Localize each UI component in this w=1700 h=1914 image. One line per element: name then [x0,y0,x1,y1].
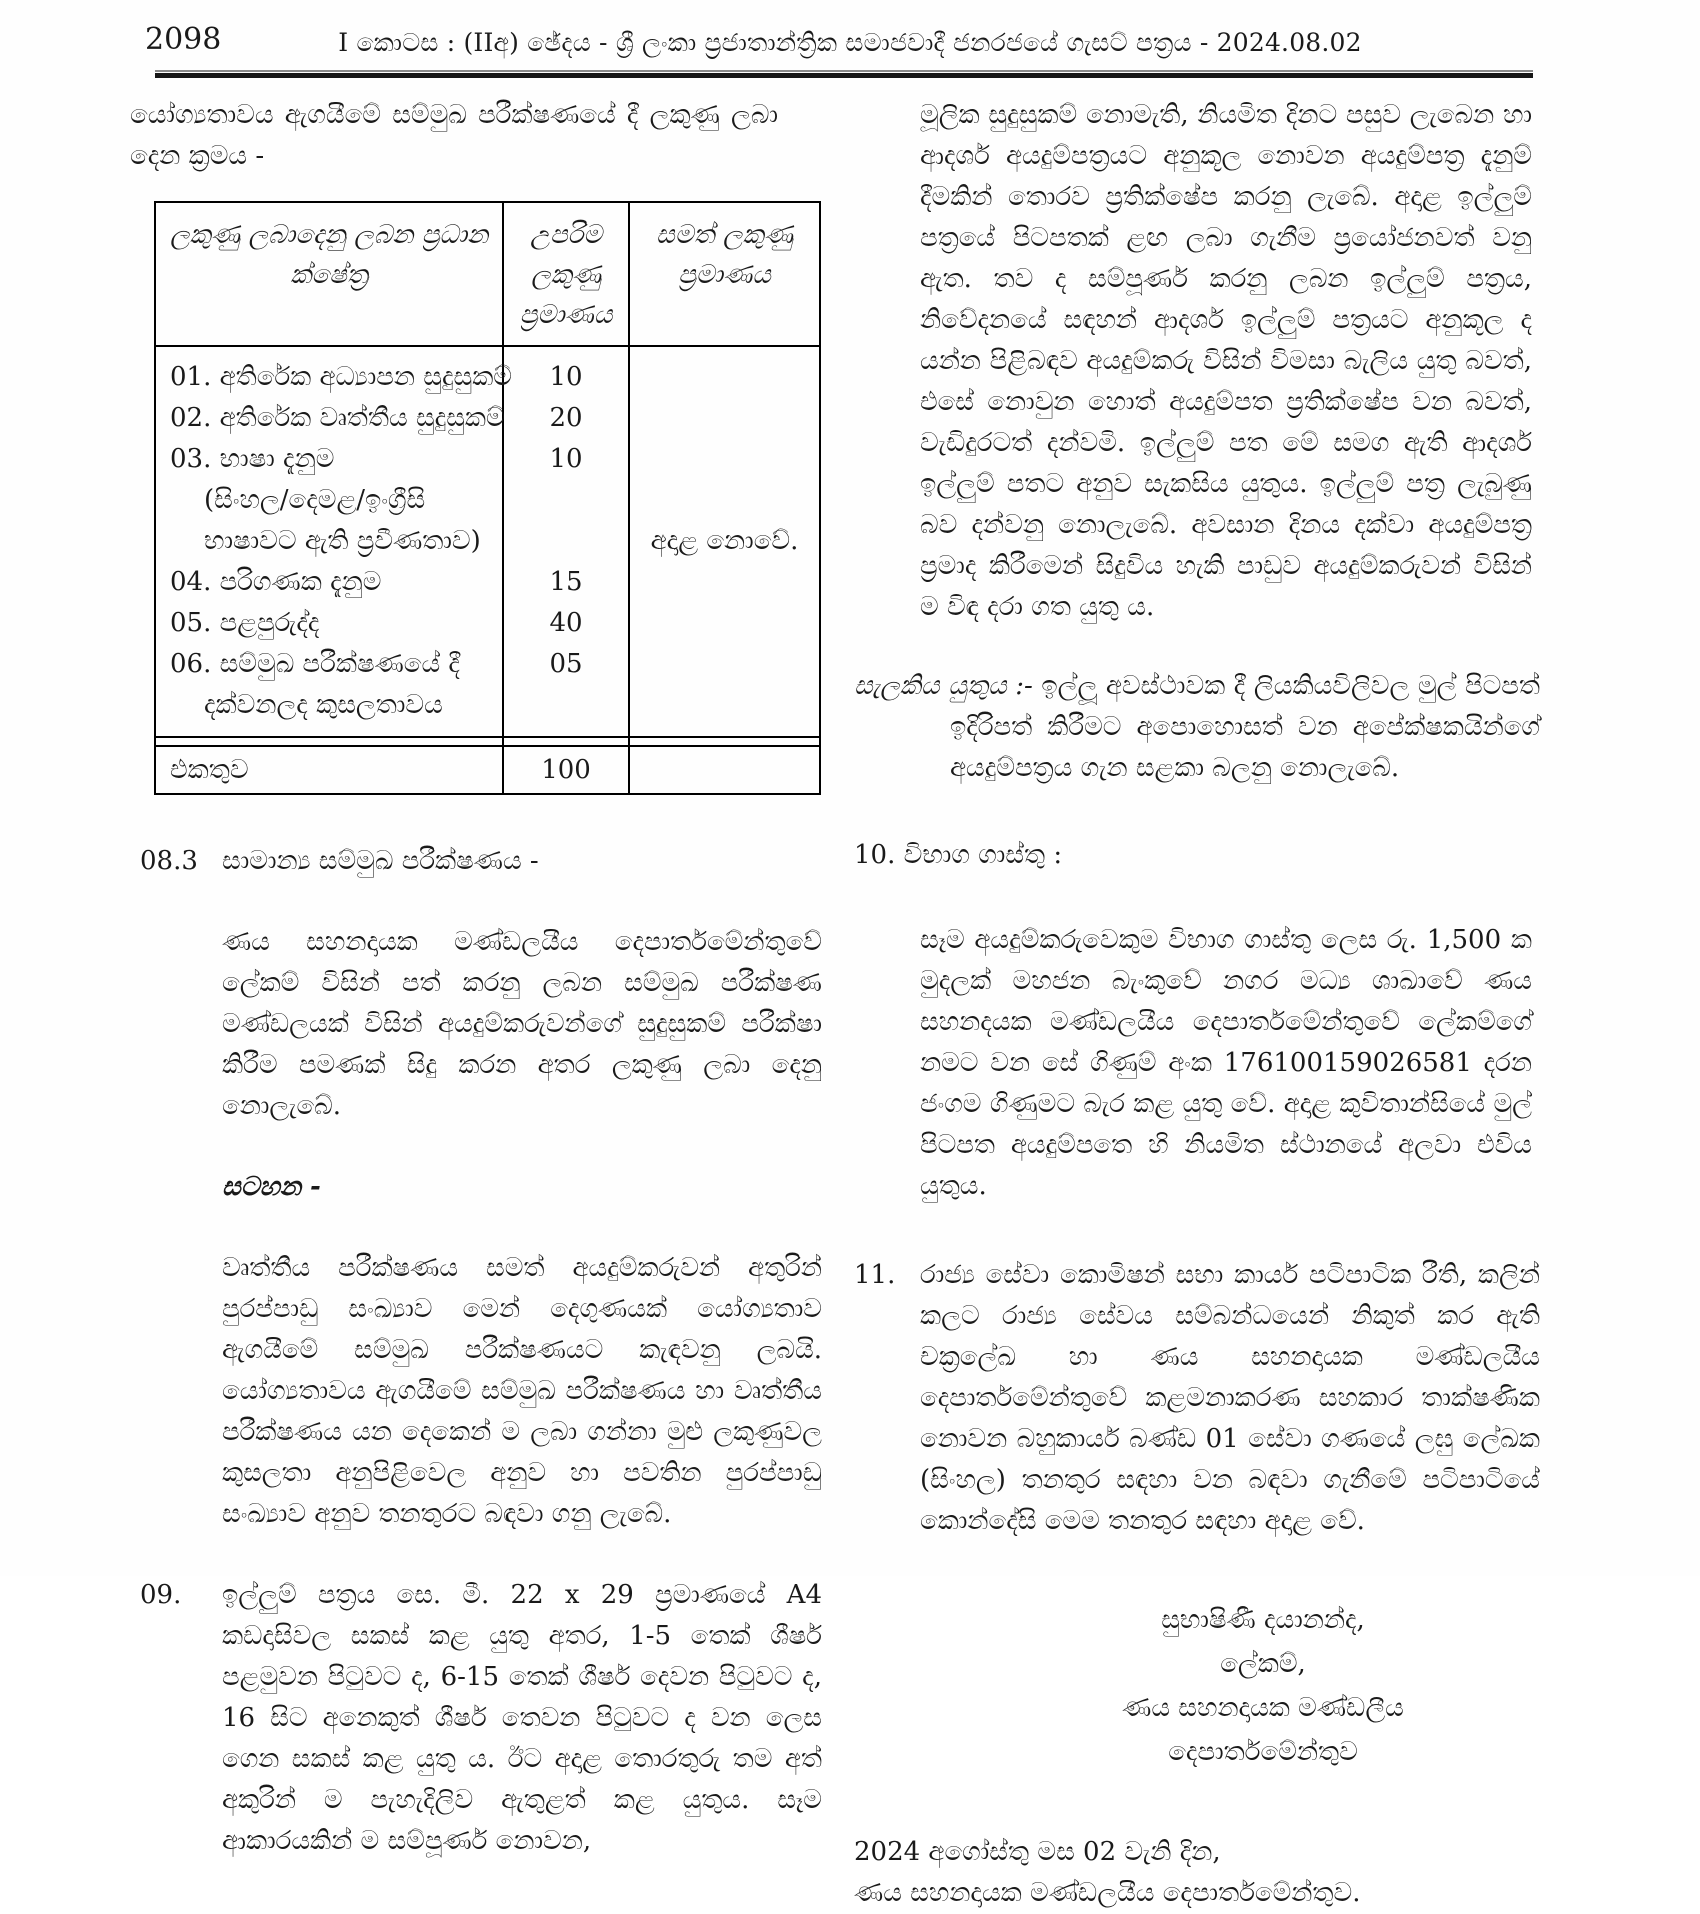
total-label: එකතුව [156,745,504,793]
signatory-org-line2: දෙපාර්තමේන්තුව [1168,1737,1358,1767]
table-row: 05. පළපුරුද්ද [170,608,320,638]
table-row: දක්වනලද කුසලතාවය [204,690,443,720]
left-column [130,95,822,1862]
section-083-body: ණය සහනදායක මණ්ඩලයීය දෙපාර්තමේන්තුවේ ලේකම් විසින් පත් කරනු ලබන සම්මුඛ පරීක්ෂණ මණ්ඩලයක් විසින් අයදුම්කරුවන්ගේ සුදුසුකම් පරීක්ෂා කිරීම පමණක් සිදු කරන අතර ලකුණු ලබා දෙනු නොලැබේ. [222,927,822,1121]
section-09-number: 09. [140,1580,182,1610]
continuation-paragraph: මූලික සුදුසුකම් නොමැති, නියමිත දිනට පසුව ලැබෙන හා ආදර්ශ අයදුම්පත්‍රයට අනුකූල නොවන අයදුම්පත්‍ර දැනුම් දීමකින් තොරව ප්‍රතික්ෂේප කරනු ලැබේ. අදාළ ඉල්ලුම් පත්‍රයේ පිටපතක් ළඟ ලබා ගැනීම ප්‍රයෝජනවත් වනු ඇත. තව ද සම්පූර්ණ කරනු ලබන ඉල්ලුම් පත්‍රය, නිවේදනයේ සඳහන් ආදර්ශ ඉල්ලුම් පත්‍රයට අනුකූල ද යන්න පිළිබඳව අයදුම්කරු විසින් විමසා බැලිය යුතු බවත්, එසේ නොවුන හොත් අයදුම්පත ප්‍රතික්ෂේප වන බවත්, වැඩිදුරටත් දන්වමි. ඉල්ලුම් පත මේ සමග ඇති ආදර්ශ ඉල්ලුම් පතට අනුව සැකසිය යුතුය. ඉල්ලුම් පත්‍ර ලැබුණු බව දන්වනු නොලැබේ. අවසාන දිනය දක්වා අයදුම්පත්‍ර ප්‍රමාද කිරීමෙන් සිදුවිය හැකි පාඩුව අයදුම්කරුවන් විසින් ම විඳ දරා ගත යුතු ය. [920,100,1532,622]
date-block [854,1832,1540,1914]
section-10-title: විභාග ගාස්තු : [903,840,1063,870]
section-083-number: 08.3 [140,846,198,876]
marks-table [154,201,821,795]
section-11 [854,1255,1540,1542]
date-line: 2024 අගෝස්තු මස 02 වැනි දින, [854,1837,1221,1867]
header-rule [155,70,1533,78]
section-10-body: සෑම අයදුම්කරුවෙකුම විභාග ගාස්තු ලෙස රු. 1,500 ක මුදලක් මහජන බැංකුවේ නගර මධ්‍ය ශාඛාවේ ණය සහනදයක මණ්ඩලයීය දෙපාර්තමේන්තුවේ ලේකම්ගේ නමට වන සේ ගිණුම් අංක 176100159026581 දරන ජංගම ගිණුමට බැර කළ යුතු වේ. අදාළ කුවිතාන්සියේ මුල් පිටපත අයදුම්පතෙ හි නියමිත ස්ථානයේ අලවා එවිය යුතුය. [920,925,1532,1201]
section-10-number: 10. [854,840,896,870]
section-083-heading [140,841,822,882]
table-row: 02. අතිරේක වෘත්තීය සුදුසුකම් [170,403,505,433]
marks-value [504,521,628,562]
header-pass-marks: සමත් ලකුණු ප්‍රමාණය [630,203,819,347]
right-column [790,95,1540,1914]
section-083-title: සාමාන්‍ය සම්මුඛ පරීක්ෂණය - [222,846,539,876]
signatory-name: සුභාෂිණී දයානන්ද, [1161,1605,1365,1635]
signature-block [1048,1598,1478,1774]
intro-paragraph: යෝග්‍යතාවය ඇගයීමේ සම්මුඛ පරීක්ෂණයේ දී ලකුණු ලබා දෙන ක්‍රමය - [130,100,778,171]
marks-value [504,480,628,521]
section-09 [140,1575,822,1862]
header-max-marks: උපරිම ලකුණු ප්‍රමාණය [504,203,630,347]
gazette-header-title: I කොටස : (IIඅ) ඡේදය - ශ්‍රී ලංකා ප්‍රජාතාන්ත්‍රික සමාජවාදී ජනරජයේ ගැසට් පත්‍රය - 2024.08.02 [338,28,1362,57]
table-row: භාෂාවට ඇති ප්‍රවීණතාව) [204,526,481,556]
page-number: 2098 [145,22,222,57]
marks-value: 20 [549,403,583,433]
table-row: 06. සම්මුඛ පරීක්ෂණයේ දී [170,649,460,679]
section-09-body: ඉල්ලුම් පත්‍රය සෙ. මී. 22 x 29 ප්‍රමාණයේ A4 කඩදාසිවල සකස් කළ යුතු අතර, 1-5 තෙක් ශීර්ෂ පළමුවන පිටුවට ද, 6-15 තෙක් ශීර්ෂ දෙවන පිටුවට ද, 16 සිට අනෙකුත් ශීර්ෂ තෙවන පිටුවට ද වන ලෙස ගෙන සකස් කළ යුතු ය. ඊට අදාළ තොරතුරු තම අත් අකුරින් ම පැහැදිලිව ඇතුළත් කළ යුතුය. සෑම ආකාරයකින් ම සම්පූර්ණ නොවන, [222,1580,822,1856]
marks-table-marks-lines [504,347,630,736]
table-row: (සිංහල/දෙමළ/ඉංග්‍රීසි [204,485,426,515]
section-11-body: රාජ්‍ය සේවා කොමිෂන් සභා කාර්ය පටිපාටික රීති, කලින් කලට රාජ්‍ය සේවය සම්බන්ධයෙන් නිකුත් කර ඇති චක්‍රලේඛ හා ණය සහනදායක මණ්ඩලයීය දෙපාර්තමේන්තුවේ කළමනාකරණ සහකාර තාක්ෂණික නොවන බහුකාර්ය බණ්ඩ 01 සේවා ගණයේ ලඝු ලේඛක (සිංහල) තනතුර සඳහා වන බඳවා ගැනීමේ පටිපාටියේ කොන්දේසි මෙම තනතුර සඳහා අදාළ වේ. [920,1260,1540,1536]
marks-value: 40 [549,608,583,638]
marks-table-body-row [156,347,819,736]
total-value: 100 [504,745,630,793]
header-main-fields: ලකුණු ලබාදෙනු ලබන ප්‍රධාන ක්ෂේත්‍ර [156,203,504,347]
marks-table-total-row [156,745,819,793]
section-11-number: 11. [854,1260,896,1290]
marks-table-field-lines [156,347,513,736]
table-row: 03. භාෂා දැනුම [170,444,335,474]
marks-table-header-row [156,203,819,347]
important-note-body: ඉල්ලූ අවස්ථාවක දී ලියකියවිලිවල මුල් පිටපත් ඉදිරිපත් කිරීමට අපොහොසත් වන අපේක්ෂකයින්ගේ අයදුම්පත්‍රය ගැන සළකා බලනු නොලැබේ. [950,671,1541,783]
marks-value: 05 [549,649,583,679]
important-note [790,666,1540,789]
signatory-org-line1: ණය සහනදායක මණ්ඩලීය [1122,1693,1404,1723]
section-10-heading [854,835,1540,876]
not-applicable-text: අදාළ නොවේ. [650,526,799,556]
table-row: 01. අතිරේක අධ්‍යාපන සුදුසුකම් [170,362,513,392]
marks-value: 10 [549,444,583,474]
note-body: වෘත්තීය පරීක්ෂණය සමත් අයදුම්කරුවන් අතුරින් පුරප්පාඩු සංඛ්‍යාව මෙන් දෙගුණයක් යෝග්‍යතාව ඇගයීමේ සම්මුඛ පරීක්ෂණයට කැඳවනු ලබයි. යෝග්‍යතාවය ඇගයීමේ සම්මුඛ පරීක්ෂණය හා වෘත්තීය පරීක්ෂණය යන දෙකෙන් ම ලබා ගන්නා මුළු ලකුණුවල කුසලතා අනුපිළිවෙල අනුව හා පවතින පුරප්පාඩු සංඛ්‍යාව අනුව තනතුරට බඳවා ගනු ලැබේ. [222,1253,822,1529]
marks-value [504,685,628,726]
important-note-label: සැලකිය යුතුය :- [854,671,1033,701]
marks-value: 10 [549,362,583,392]
table-separator-row [156,736,819,745]
marks-value: 15 [549,567,583,597]
signatory-title: ලේකම්, [1220,1649,1306,1679]
note-label: සටහන - [222,1172,321,1202]
issuing-department-line: ණය සහනදායක මණ්ඩලයීය දෙපාර්තමේන්තුව. [854,1878,1361,1908]
table-row: 04. පරිගණක දැනුම [170,567,382,597]
header-rule-bar [155,73,1533,78]
